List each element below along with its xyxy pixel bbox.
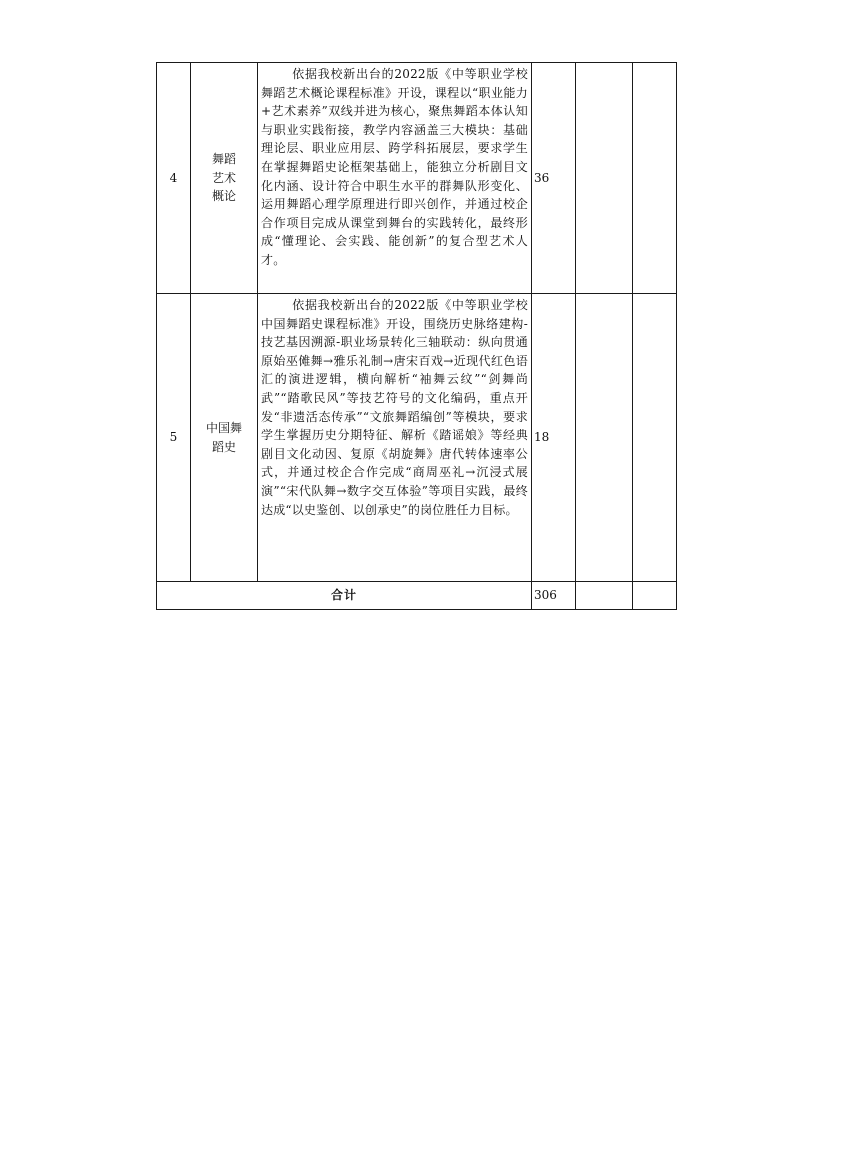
- course-description: [258, 294, 532, 582]
- course-name-line: 概论: [211, 189, 236, 204]
- total-label: 合计: [157, 582, 532, 610]
- course-description: [258, 63, 532, 294]
- course-hours: 36: [532, 63, 576, 294]
- table-row: [157, 63, 677, 294]
- course-table: [156, 62, 677, 610]
- row-number: 5: [157, 294, 191, 582]
- course-hours: 18: [532, 294, 576, 582]
- empty-cell: [633, 582, 677, 610]
- empty-cell: [576, 294, 633, 582]
- course-name-line: 舞蹈: [211, 152, 236, 167]
- course-description-text: 依据我校新出台的2022版《中等职业学校中国舞蹈史课程标准》开设，围绕历史脉络建构-技艺基因溯源-职业场景转化三轴联动：纵向贯通原始巫傩舞→雅乐礼制→唐宋百戏→近现代红色语汇的演进逻辑，横向解析“袖舞云纹”“剑舞尚武”“踏歌民风”等技艺符号的文化编码，重点开发“非遗活态传承”“文旅舞蹈编创”等模块，要求学生掌握历史分期特征、解析《踏谣娘》等经典剧目文化动因、复原《胡旋舞》唐代转体速率公式，并通过校企合作完成“商周巫礼→沉浸式展演”“宋代队舞→数字交互体验”等项目实践，最终达成“以史鉴创、以创承史”的岗位胜任力目标。: [261, 298, 528, 517]
- table-row: [157, 294, 677, 582]
- total-row: [157, 582, 677, 610]
- course-name: [191, 63, 258, 294]
- course-name-line: 蹈史: [211, 439, 236, 454]
- course-description-text: 依据我校新出台的2022版《中等职业学校舞蹈艺术概论课程标准》开设，课程以“职业能力+艺术素养”双线并进为核心，聚焦舞蹈本体认知与职业实践衔接，教学内容涵盖三大模块：基础理论层、职业应用层、跨学科拓展层，要求学生在掌握舞蹈史论框架基础上，能独立分析剧目文化内涵、设计符合中职生水平的群舞队形变化、运用舞蹈心理学原理进行即兴创作，并通过校企合作项目完成从课堂到舞台的实践转化，最终形成“懂理论、会实践、能创新”的复合型艺术人才。: [261, 67, 528, 267]
- total-hours: 306: [532, 582, 576, 610]
- empty-cell: [633, 63, 677, 294]
- row-number: 4: [157, 63, 191, 294]
- empty-cell: [576, 63, 633, 294]
- empty-cell: [633, 294, 677, 582]
- course-name-line: 艺术: [211, 170, 236, 185]
- empty-cell: [576, 582, 633, 610]
- course-name-line: 中国舞: [205, 420, 242, 435]
- course-name: [191, 294, 258, 582]
